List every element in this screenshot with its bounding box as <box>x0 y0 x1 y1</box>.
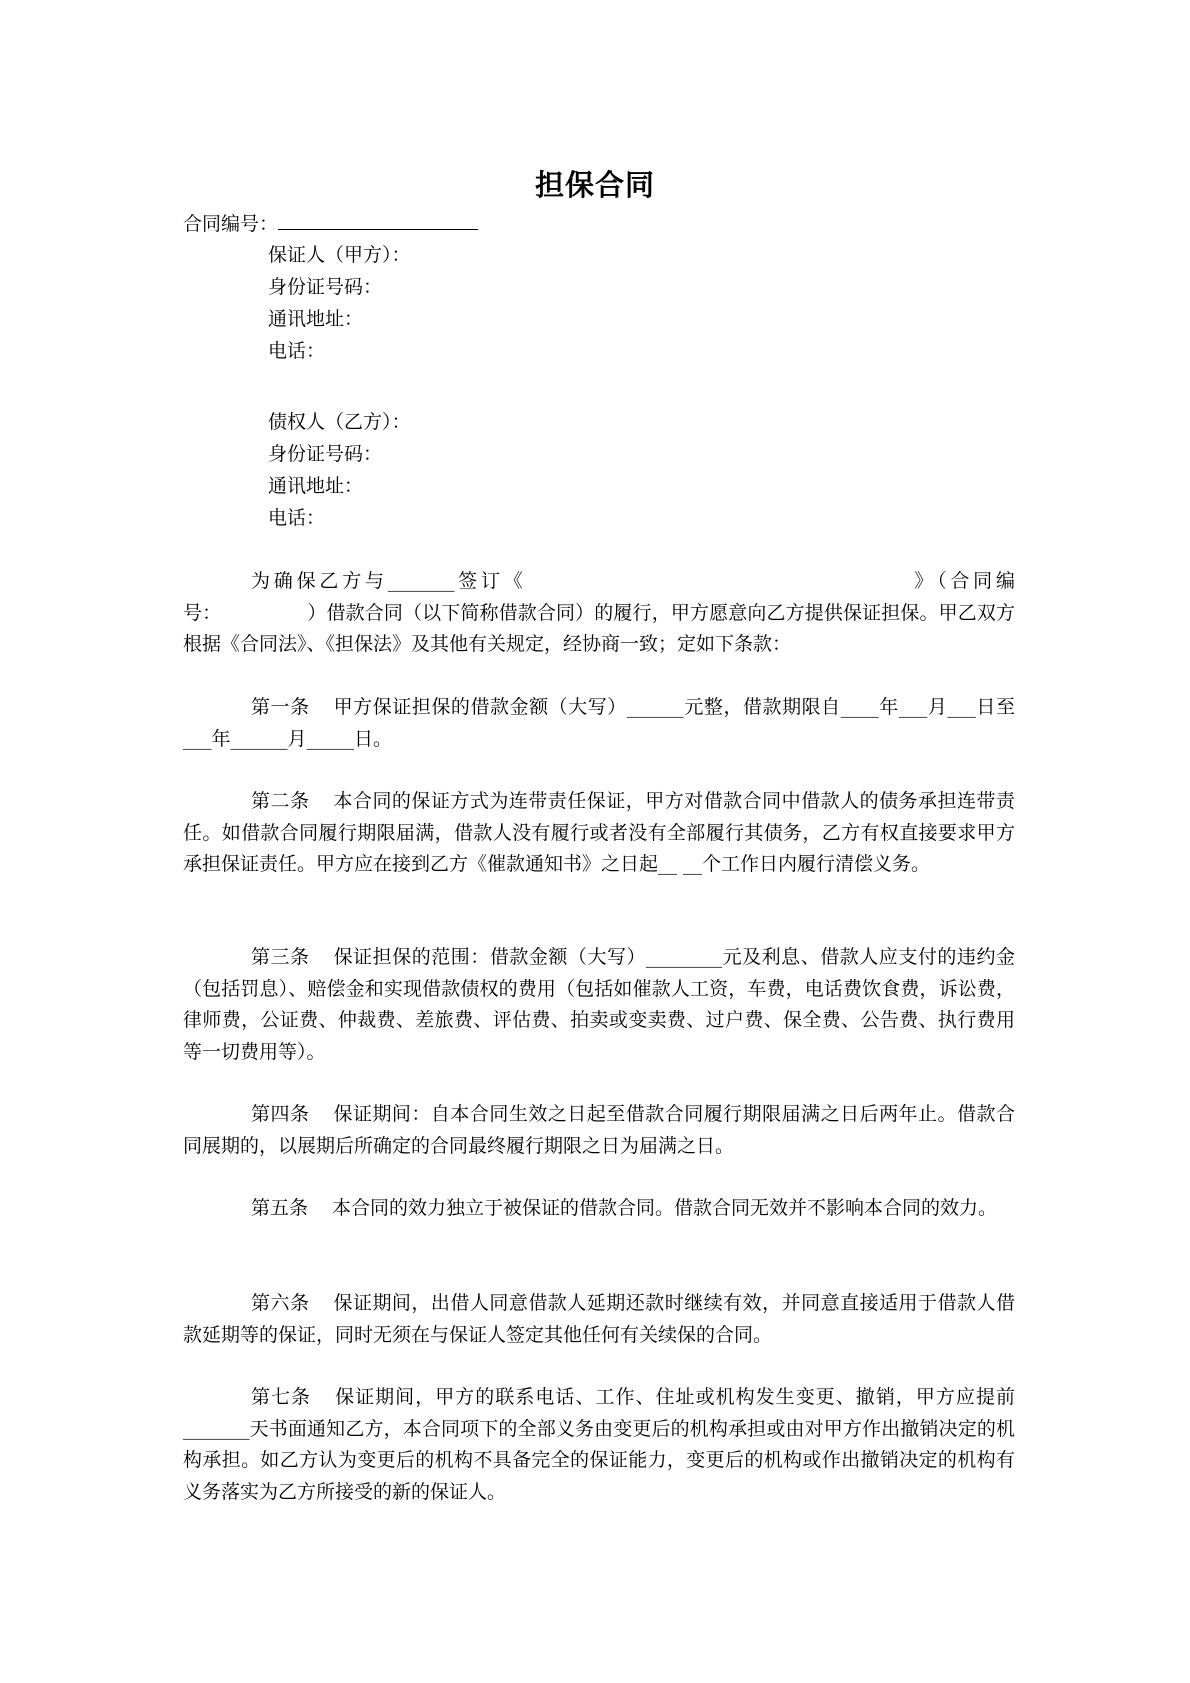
contract-number-row <box>183 209 478 238</box>
article-6-head: 第六条 <box>251 1292 310 1314</box>
creditor-id-label: 身份证号码： <box>268 443 383 465</box>
document-title: 担保合同 <box>534 168 655 202</box>
guarantor-address-label: 通讯地址： <box>268 308 364 330</box>
contract-number-blank <box>278 209 478 230</box>
article-3-text: 保证担保的范围：借款金额（大写）________元及利息、借款人应支付的违约金（包括罚息）、赔偿金和实现借款债权的费用（包括如催款人工资，车费，电话费饮食费，诉讼费，律师费，公证费、仲裁费、差旅费、评估费、拍卖或变卖费、过户费、保全费、公告费、执行费用等一切费用等）。 <box>183 946 1015 1063</box>
article-7-text: 保证期间，甲方的联系电话、工作、住址或机构发生变更、撤销，甲方应提前_______天书面通知乙方，本合同项下的全部义务由变更后的机构承担或由对甲方作出撤销决定的机构承担。如乙方认为变更后的机构不具备完全的保证能力，变更后的机构或作出撤销决定的机构有义务落实为乙方所接受的新的保证人。 <box>183 1386 1015 1503</box>
creditor-phone-label: 电话： <box>268 507 326 529</box>
guarantor-heading: 保证人（甲方）： <box>268 244 411 266</box>
article-4 <box>183 1099 1015 1162</box>
article-2 <box>183 786 1015 881</box>
article-5 <box>183 1193 1015 1225</box>
article-3-head: 第三条 <box>251 946 310 968</box>
article-1-text: 甲方保证担保的借款金额（大写）______元整，借款期限自____年___月___日至___年______月_____日。 <box>183 696 1015 750</box>
article-5-head: 第五条 <box>251 1197 309 1219</box>
article-1 <box>183 692 1015 755</box>
guarantor-phone-label: 电话： <box>268 340 326 362</box>
guarantor-id-label: 身份证号码： <box>268 276 383 298</box>
article-6-text: 保证期间，出借人同意借款人延期还款时继续有效，并同意直接适用于借款人借款延期等的保证，同时无须在与保证人签定其他任何有关续保的合同。 <box>183 1292 1015 1346</box>
creditor-heading: 债权人（乙方）： <box>268 411 411 433</box>
contract-number-label: 合同编号： <box>183 213 279 235</box>
article-2-head: 第二条 <box>251 790 310 812</box>
article-4-head: 第四条 <box>251 1103 310 1125</box>
creditor-address-label: 通讯地址： <box>268 475 364 497</box>
article-1-head: 第一条 <box>251 696 310 718</box>
article-7-head: 第七条 <box>251 1386 312 1408</box>
article-5-text: 本合同的效力独立于被保证的借款合同。借款合同无效并不影响本合同的效力。 <box>332 1197 998 1219</box>
article-4-text: 保证期间：自本合同生效之日起至借款合同履行期限届满之日后两年止。借款合同展期的，以展期后所确定的合同最终履行期限之日为届满之日。 <box>183 1103 1015 1157</box>
article-7 <box>183 1382 1015 1508</box>
article-3 <box>183 942 1015 1068</box>
article-2-text: 本合同的保证方式为连带责任保证，甲方对借款合同中借款人的债务承担连带责任。如借款合同履行期限届满，借款人没有履行或者没有全部履行其债务，乙方有权直接要求甲方承担保证责任。甲方应在接到乙方《催款通知书》之日起__ __个工作日内履行清偿义务。 <box>183 790 1015 875</box>
preamble-paragraph: 为确保乙方与_______签订《 》（合同编号： ）借款合同（以下简称借款合同）的履行，甲方愿意向乙方提供保证担保。甲乙双方根据《合同法》、《担保法》及其他有关规定，经协商一致；定如下条款： <box>183 570 1015 655</box>
article-6 <box>183 1288 1015 1351</box>
